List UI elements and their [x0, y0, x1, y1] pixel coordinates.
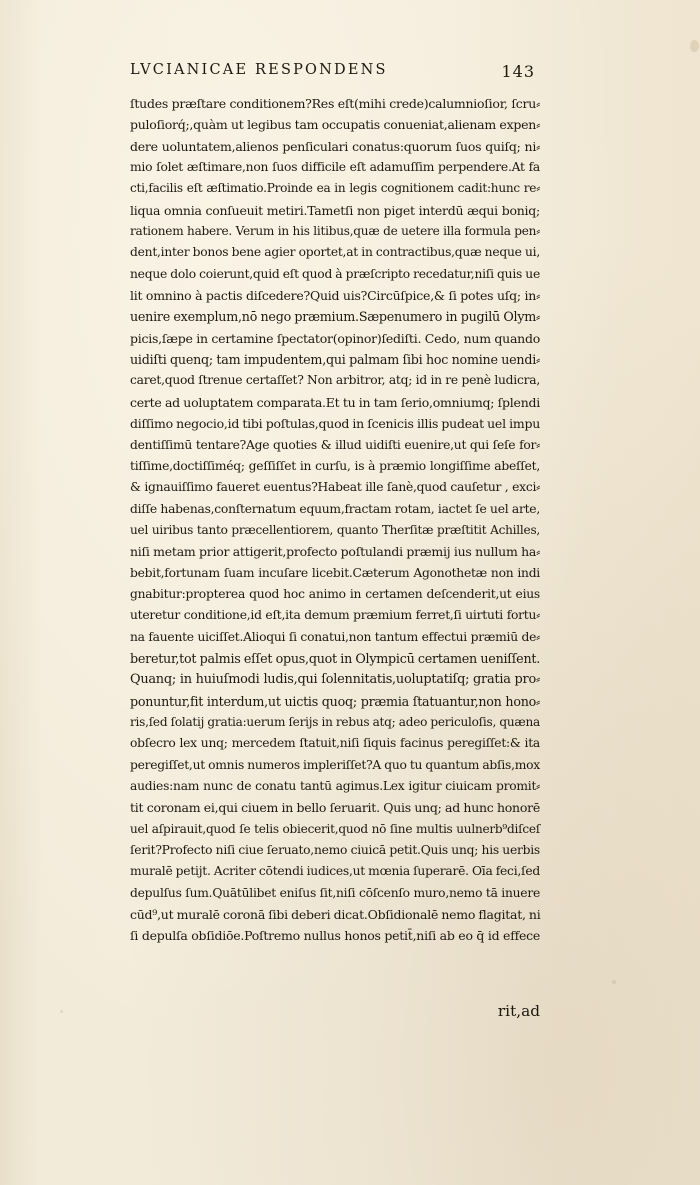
text-line: audies:nam nunc de conatu tantū agimus.Lex igitur ciuicam promit⸗: [130, 779, 540, 793]
text-line: & ignauiſſimo faueret euentus?Habeat ille ſanè,quod cauſetur , exci⸗: [130, 480, 540, 495]
text-line: picis,ſæpe in certamine ſpectator(opinor)ſediſti. Cedo, num quando: [130, 330, 540, 346]
text-line: tit coronam ei,qui ciuem in bello ſeruarit. Quis unq; ad hunc honorē: [130, 800, 540, 816]
text-line: uel uiribus tanto præcellentiorem, quanto Therſitæ præſtitit Achilles,: [130, 522, 540, 537]
text-line: liqua omnia conſueuit metiri.Tametſi non piget interdū æqui boniq;: [130, 202, 540, 218]
text-line: peregiſſet,ut omnis numeros impleriſſet?A quo tu quantum abſis,mox: [130, 757, 540, 772]
text-line: niſi metam prior attigerit,profecto poſtulandi præmij ius nullum ha⸗: [130, 544, 540, 560]
text-line: gnabitur:propterea quod hoc animo in certamen deſcenderit,ut eius: [130, 586, 540, 601]
text-line: beretur,tot palmis eſſet opus,quot in Olympicū certamen ueniſſent.: [130, 650, 540, 666]
text-line: uidiſti quenq; tam impudentem,qui palmam ſibi hoc nomine uendi⸗: [130, 352, 540, 368]
text-line: dent,inter bonos bene agier oportet,at in contractibus,quæ neque ui,: [130, 245, 540, 260]
running-head: LVCIANICAE RESPONDENS: [130, 62, 388, 78]
text-line: rationem habere. Verum in his litibus,quæ de uetere illa formula pen⸗: [130, 224, 540, 239]
text-line: ſi depulſa obſidiōe.Poſtremo nullus honos petit̄,niſi ab eo q̄ id effece: [130, 928, 540, 944]
text-line: obſecro lex unq; mercedem ſtatuit,niſi ſiquis facinus peregiſſet:& ita: [130, 736, 540, 751]
text-line: diſſimo negocio,id tibi poſtulas,quod in ſcenicis illis pudeat uel impu: [130, 416, 540, 432]
text-line: Quanq; in huiuſmodi ludis,qui ſolennitatis,uoluptatiſq; gratia pro⸗: [130, 672, 540, 688]
text-line: cūd⁹,ut muralē coronā ſibi deberi dicat.Obſidionalē nemo flagitat, ni: [130, 907, 541, 923]
page-number: 143: [501, 62, 535, 81]
paper-foxing-spot: [60, 1010, 63, 1013]
text-line: diſſe habenas,conſternatum equum,fractam rotam, iactet ſe uel arte,: [130, 501, 540, 516]
text-line: tiſſime,doctiſſiméq; geſſiſſet in curſu, is à præmio longiſſime abeſſet,: [130, 458, 540, 473]
text-line: ris,ſed ſolatij gratia:uerum ſerijs in rebus atq; adeo periculoſis, quæna: [130, 714, 540, 729]
text-line: caret,quod ſtrenue certaſſet? Non arbitror, atq; id in re penè ludicra,: [130, 373, 540, 388]
paper-foxing-spot: [690, 40, 699, 52]
text-line: certe ad uoluptatem comparata.Et tu in tam ſerio,omniumq; ſplendi: [130, 394, 540, 410]
body-text: [130, 93, 540, 947]
text-line: puloſiorq́;,quàm ut legibus tam occupatis conueniat,alienam expen⸗: [130, 117, 540, 133]
text-line: dentiſſimū tentare?Age quoties & illud uidiſti euenire,ut qui ſeſe for⸗: [130, 437, 540, 452]
text-line: depulſus ſum.Quātūlibet eniſus ſit,niſi cōſcenſo muro,nemo tā inuere: [130, 885, 540, 900]
text-line: na fauente uiciſſet.Alioqui ſi conatui,non tantum effectui præmiū de⸗: [130, 629, 540, 644]
text-line: ponuntur,fit interdum,ut uictis quoq; præmia ſtatuantur,non hono⸗: [130, 693, 540, 709]
text-line: lit omnino à pactis diſcedere?Quid uis?Circūſpice,& ſi potes uſq; in⸗: [130, 288, 540, 304]
text-line: ſtudes præſtare conditionem?Res eſt(mihi crede)calumnioſior, ſcru⸗: [130, 96, 540, 111]
text-line: dere uoluntatem,alienos penſiculari conatus:quorum ſuos quiſq; ni⸗: [130, 138, 540, 154]
text-line: cti,facilis eſt æſtimatio.Proinde ea in legis cognitionem cadit:hunc re⸗: [130, 181, 540, 196]
paper-foxing-spot: [612, 980, 616, 984]
catchword: rit,ad: [497, 1002, 540, 1020]
text-line: ſerit?Profecto niſi ciue ſeruato,nemo ciuicā petit.Quis unq; his uerbis: [130, 843, 540, 858]
text-line: uenire exemplum,nō nego præmium.Sæpenumero in pugilū Olym⸗: [130, 309, 540, 325]
text-line: muralē petijt. Acriter cōtendi iudices,ut mœnia ſuperarē. Oīa feci,ſed: [130, 864, 540, 879]
text-line: uteretur conditione,id eſt,ita demum præmium ferret,ſi uirtuti fortu⸗: [130, 608, 540, 623]
text-line: neque dolo coierunt,quid eſt quod à præſcripto recedatur,niſi quis ue: [130, 266, 540, 281]
text-line: uel aſpirauit,quod ſe telis obiecerit,quod nō ſine multis uulnerb⁹diſceſ: [130, 821, 540, 836]
page-header: [130, 62, 535, 86]
text-line: mio ſolet æſtimare,non ſuos difficile eſt adamuſſim perpendere.At fa: [130, 160, 540, 175]
text-line: bebit,fortunam ſuam incuſare licebit.Cæterum Agonothetæ non indi: [130, 565, 540, 580]
